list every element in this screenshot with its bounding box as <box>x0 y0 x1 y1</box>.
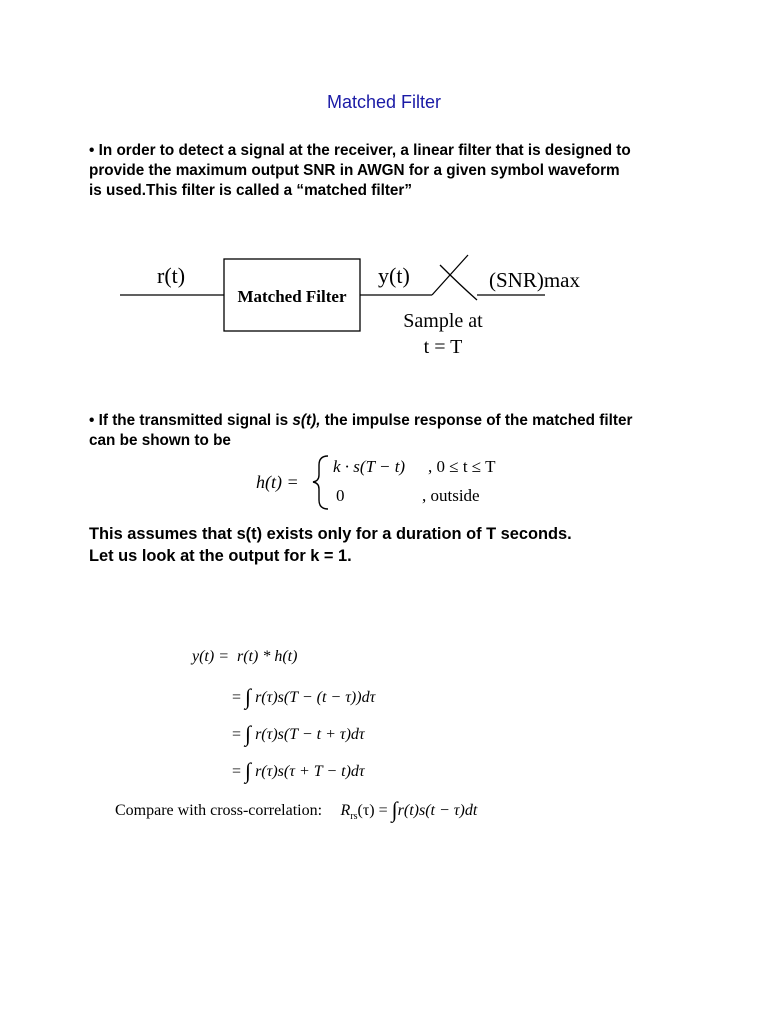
impulse-paragraph <box>89 411 632 451</box>
impulse-line <box>89 411 632 431</box>
case2-condition: , outside <box>422 486 480 505</box>
derivation-line <box>232 756 365 782</box>
assumption-paragraph <box>89 523 572 567</box>
input-label: r(t) <box>157 263 186 288</box>
intro-line: • In order to detect a signal at the receiver, a linear filter that is designed to <box>89 142 631 159</box>
derivation-line <box>232 682 375 708</box>
equals-sign: = <box>232 689 242 706</box>
correlation-arg: (τ) = <box>357 802 388 819</box>
assumption-line: This assumes that s(t) exists only for a duration of T seconds. <box>89 525 572 543</box>
correlation-symbol: R <box>340 802 351 819</box>
sample-time-label: t = T <box>423 336 463 358</box>
impulse-prefix: • If the transmitted signal is <box>89 412 293 429</box>
derivation-expr: r(τ)s(T − t + τ)dτ <box>255 726 365 743</box>
assumption-line: Let us look at the output for k = 1. <box>89 547 352 565</box>
sampler-arc <box>440 265 477 300</box>
impulse-line: can be shown to be <box>89 432 231 449</box>
intro-paragraph <box>89 141 631 201</box>
integral-sign: ∫ <box>245 684 252 709</box>
h-lhs: h(t) = <box>256 472 299 492</box>
intro-line: is used.This filter is called a “matched filter” <box>89 182 413 199</box>
impulse-suffix: the impulse response of the matched filter <box>320 412 633 429</box>
equals-sign: = <box>232 726 242 743</box>
impulse-response-equation <box>240 448 560 516</box>
equals-sign: = <box>232 763 242 780</box>
y-lhs: y(t) = <box>192 648 229 665</box>
integral-sign: ∫ <box>245 721 252 746</box>
case1-expr: k · s(T − t) <box>333 457 406 476</box>
derivation-line <box>192 648 297 676</box>
derivation-line <box>232 719 365 745</box>
correlation-subscript: rs <box>350 811 358 823</box>
block-diagram <box>0 240 768 370</box>
derivation-expr: r(t) * h(t) <box>237 648 298 665</box>
derivation-expr: r(τ)s(τ + T − t)dτ <box>255 763 365 780</box>
sample-label: Sample at <box>403 310 483 332</box>
intro-line: provide the maximum output SNR in AWGN for a given symbol waveform <box>89 162 620 179</box>
correlation-expr: r(t)s(t − τ)dt <box>397 802 478 819</box>
page-title: Matched Filter <box>326 92 442 112</box>
output-label: y(t) <box>378 263 410 288</box>
case2-expr: 0 <box>336 486 345 505</box>
compare-text: Compare with cross-correlation: <box>115 802 323 819</box>
derivation-expr: r(τ)s(T − (t − τ))dτ <box>255 689 376 706</box>
cross-correlation-line <box>115 795 477 822</box>
signal-name: s(t), <box>292 412 321 429</box>
brace <box>313 456 328 509</box>
integral-sign: ∫ <box>391 797 398 822</box>
block-label: Matched Filter <box>237 287 347 306</box>
integral-sign: ∫ <box>245 758 252 783</box>
derivation <box>192 648 376 783</box>
result-label: (SNR)max <box>489 268 580 292</box>
case1-condition: , 0 ≤ t ≤ T <box>428 457 496 476</box>
